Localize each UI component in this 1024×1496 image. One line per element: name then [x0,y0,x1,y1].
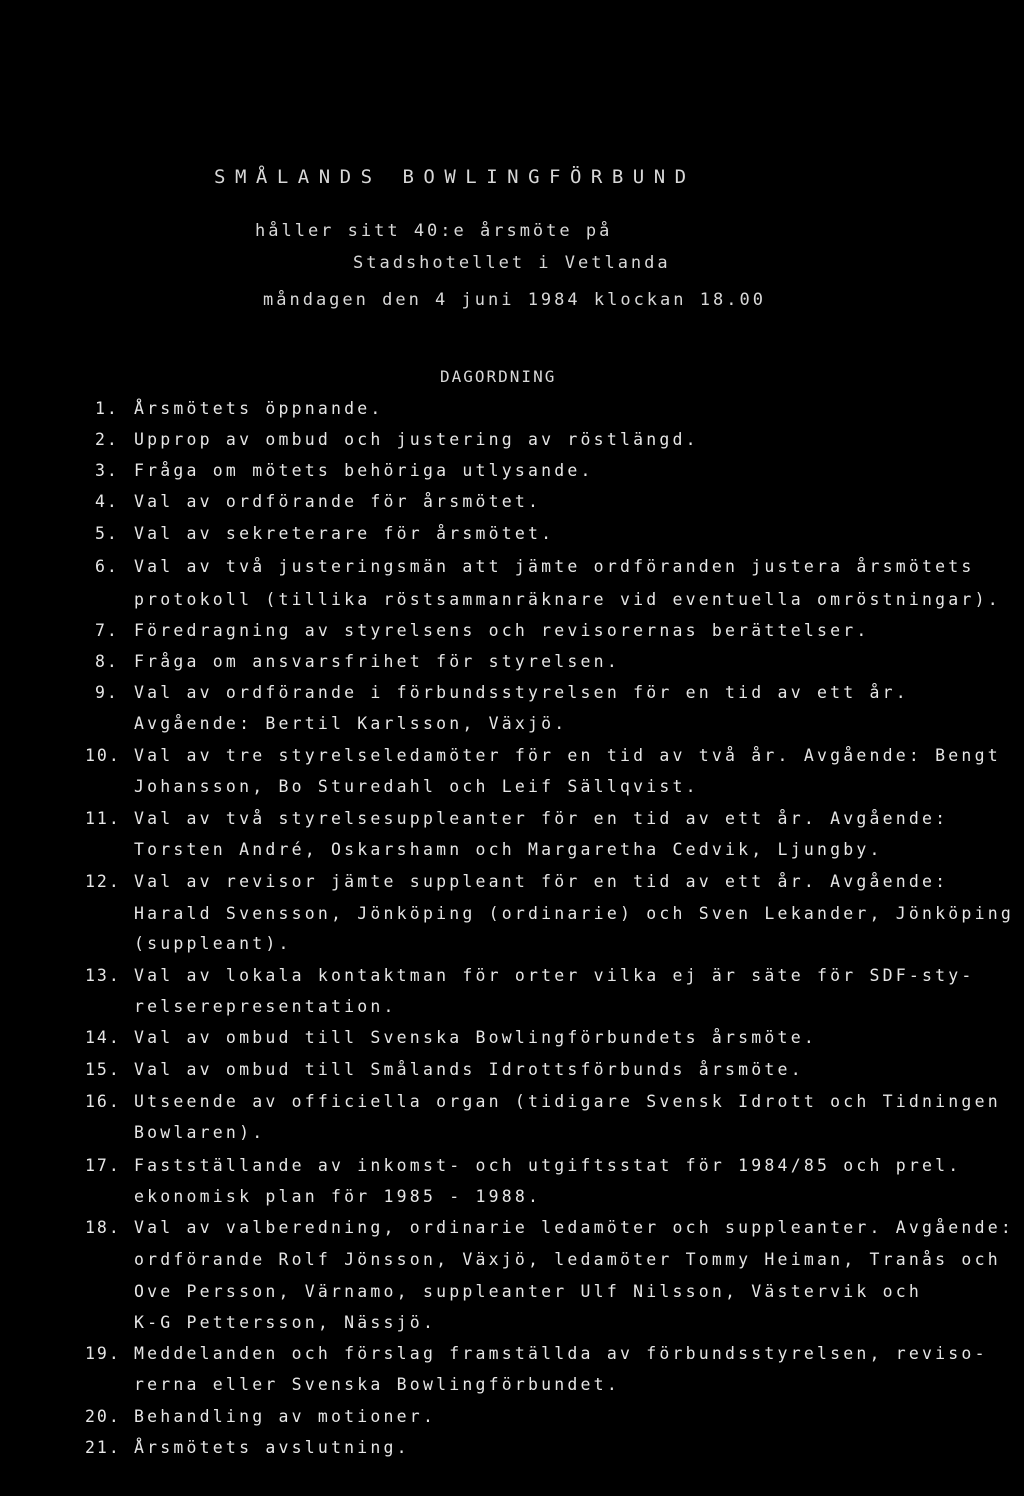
agenda-item-text: Föredragning av styrelsens och revisorernas berättelser. [134,621,870,640]
agenda-item-text: Val av två justeringsmän att jämte ordföranden justera årsmötets [134,557,975,576]
agenda-item-text: Val av ordförande för årsmötet. [134,492,542,511]
agenda-item-text: Utseende av officiella organ (tidigare Svensk Idrott och Tidningen [134,1092,1001,1111]
agenda-item-text: Årsmötets öppnande. [134,399,384,418]
agenda-item-text: Johansson, Bo Sturedahl och Leif Sällqvist. [134,777,699,796]
agenda-item-text: Val av lokala kontaktman för orter vilka ej är säte för SDF-sty- [134,966,975,985]
agenda-item-number: 17. [85,1156,121,1175]
agenda-item-text: ordförande Rolf Jönsson, Växjö, ledamöter Tommy Heiman, Tranås och [134,1250,1001,1269]
agenda-item-number: 20. [85,1407,121,1426]
agenda-item-number: 8. [95,652,119,671]
agenda-item-text: Årsmötets avslutning. [134,1438,410,1457]
agenda-item-number: 11. [85,809,121,828]
agenda-item-number: 4. [95,492,119,511]
agenda-item-text: Val av sekreterare för årsmötet. [134,524,555,543]
agenda-item-number: 3. [95,461,119,480]
agenda-item-number: 18. [85,1218,121,1237]
agenda-item-text: Upprop av ombud och justering av röstlängd. [134,430,699,449]
agenda-item-text: Bowlaren). [134,1123,266,1142]
agenda-item-number: 6. [95,557,119,576]
agenda-item-number: 2. [95,430,119,449]
agenda-item-text: Fråga om mötets behöriga utlysande. [134,461,594,480]
header-line-2: Stadshotellet i Vetlanda [353,253,671,273]
agenda-title: DAGORDNING [440,367,557,386]
agenda-item-text: Behandling av motioner. [134,1407,437,1426]
agenda-item-text: Val av revisor jämte suppleant för en tid av ett år. Avgående: [134,872,949,891]
agenda-item-number: 16. [85,1092,121,1111]
header-line-3: måndagen den 4 juni 1984 klockan 18.00 [263,290,766,310]
agenda-item-text: Harald Svensson, Jönköping (ordinarie) och Sven Lekander, Jönköping [134,904,1014,923]
agenda-item-text: Avgående: Bertil Karlsson, Växjö. [134,714,568,733]
agenda-item-text: Fastställande av inkomst- och utgiftsstat för 1984/85 och prel. [134,1156,962,1175]
header-line-1: håller sitt 40:e årsmöte på [255,221,613,241]
agenda-item-number: 1. [95,399,119,418]
agenda-item-text: Val av ombud till Smålands Idrottsförbunds årsmöte. [134,1060,804,1079]
agenda-item-number: 21. [85,1438,121,1457]
agenda-item-number: 7. [95,621,119,640]
agenda-item-number: 13. [85,966,121,985]
agenda-item-text: Val av valberedning, ordinarie ledamöter och suppleanter. Avgående: [134,1218,1014,1237]
agenda-item-text: protokoll (tillika röstsammanräknare vid eventuella omröstningar). [134,590,1001,609]
agenda-item-number: 15. [85,1060,121,1079]
agenda-item-text: (suppleant). [134,934,292,953]
document-title: SMÅLANDS BOWLINGFÖRBUND [214,166,696,188]
agenda-item-text: Meddelanden och förslag framställda av förbundsstyrelsen, reviso- [134,1344,988,1363]
agenda-item-number: 10. [85,746,121,765]
agenda-item-number: 19. [85,1344,121,1363]
agenda-item-text: K-G Pettersson, Nässjö. [134,1313,437,1332]
agenda-item-number: 5. [95,524,119,543]
agenda-item-number: 9. [95,683,119,702]
agenda-item-text: Val av två styrelsesuppleanter för en tid av ett år. Avgående: [134,809,949,828]
agenda-item-text: relserepresentation. [134,997,397,1016]
agenda-item-number: 14. [85,1028,121,1047]
agenda-item-text: Torsten André, Oskarshamn och Margaretha Cedvik, Ljungby. [134,840,883,859]
agenda-item-text: Ove Persson, Värnamo, suppleanter Ulf Nilsson, Västervik och [134,1282,923,1301]
agenda-item-text: Val av tre styrelseledamöter för en tid av två år. Avgående: Bengt [134,746,1001,765]
agenda-item-text: Fråga om ansvarsfrihet för styrelsen. [134,652,620,671]
agenda-item-number: 12. [85,872,121,891]
agenda-item-text: rerna eller Svenska Bowlingförbundet. [134,1375,620,1394]
agenda-item-text: Val av ordförande i förbundsstyrelsen för en tid av ett år. [134,683,909,702]
agenda-item-text: Val av ombud till Svenska Bowlingförbundets årsmöte. [134,1028,817,1047]
agenda-item-text: ekonomisk plan för 1985 - 1988. [134,1187,542,1206]
